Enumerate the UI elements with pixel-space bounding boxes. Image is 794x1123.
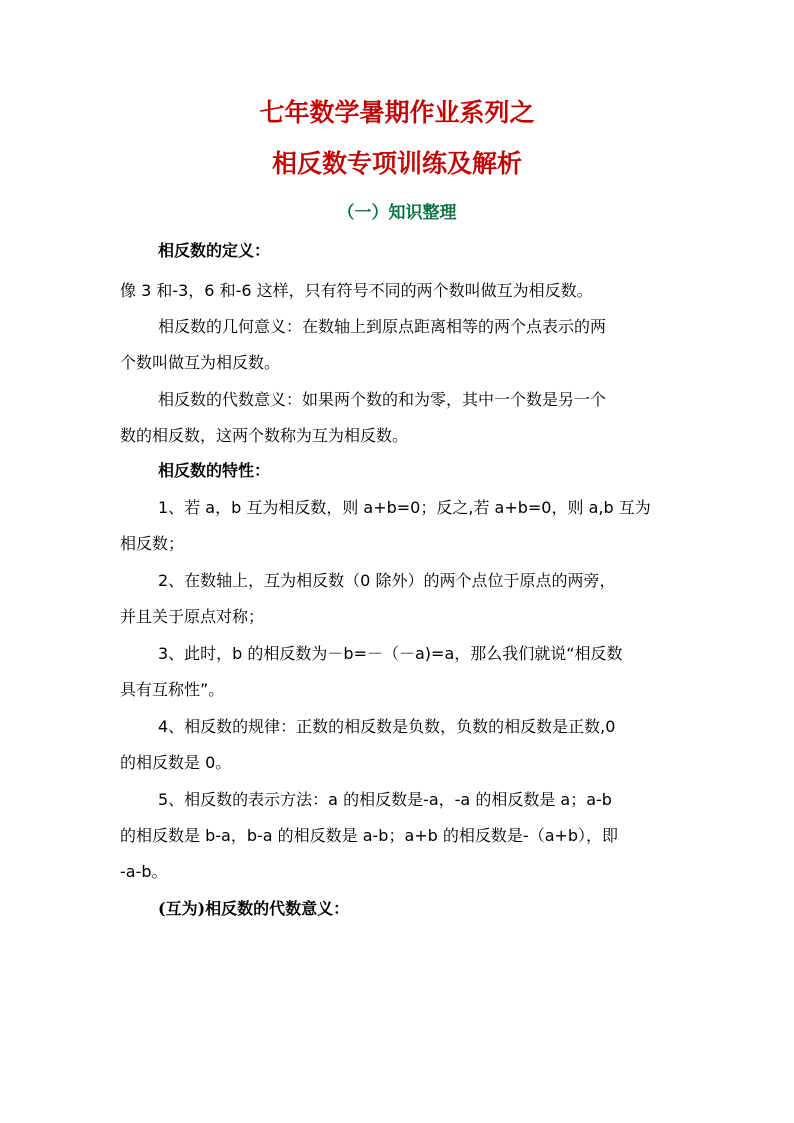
property-2-line1: 2、在数轴上，互为相反数（0 除外）的两个点位于原点的两旁， [158,571,616,590]
geometric-meaning-line1: 相反数的几何意义：在数轴上到原点距离相等的两个点表示的两 [158,317,607,336]
properties-heading: 相反数的特性： [158,461,271,480]
property-4-line1: 4、相反数的规律：正数的相反数是负数，负数的相反数是正数,0 [158,717,616,736]
property-3-line2: 具有互称性”。 [120,680,225,699]
property-3-line1: 3、此时，b 的相反数为－b=－（－a)=a，那么我们就说“相反数 [158,644,623,663]
algebraic-meaning-heading: (互为)相反数的代数意义： [158,899,350,918]
property-1-line2: 相反数； [120,534,185,553]
property-4-line2: 的相反数是 0。 [120,753,232,772]
property-1-line1: 1、若 a，b 互为相反数，则 a+b=0；反之,若 a+b=0，则 a,b 互为 [158,498,651,517]
document-title-line2: 相反数专项训练及解析 [271,149,522,178]
algebraic-meaning-line2: 数的相反数，这两个数称为互为相反数。 [120,426,409,445]
definition-heading: 相反数的定义： [158,241,271,260]
definition-text: 像 3 和-3，6 和-6 这样，只有符号不同的两个数叫做互为相反数。 [120,281,593,300]
property-5-line3: -a-b。 [120,862,168,881]
property-5-line1: 5、相反数的表示方法：a 的相反数是-a，-a 的相反数是 a；a-b [158,790,612,809]
algebraic-meaning-line1: 相反数的代数意义：如果两个数的和为零，其中一个数是另一个 [158,390,607,409]
property-5-line2: 的相反数是 b-a，b-a 的相反数是 a-b；a+b 的相反数是-（a+b），即 [120,826,619,845]
document-title-line1: 七年数学暑期作业系列之 [259,98,535,127]
property-2-line2: 并且关于原点对称； [120,607,265,626]
section-heading: （一）知识整理 [337,203,457,223]
geometric-meaning-line2: 个数叫做互为相反数。 [120,353,281,372]
